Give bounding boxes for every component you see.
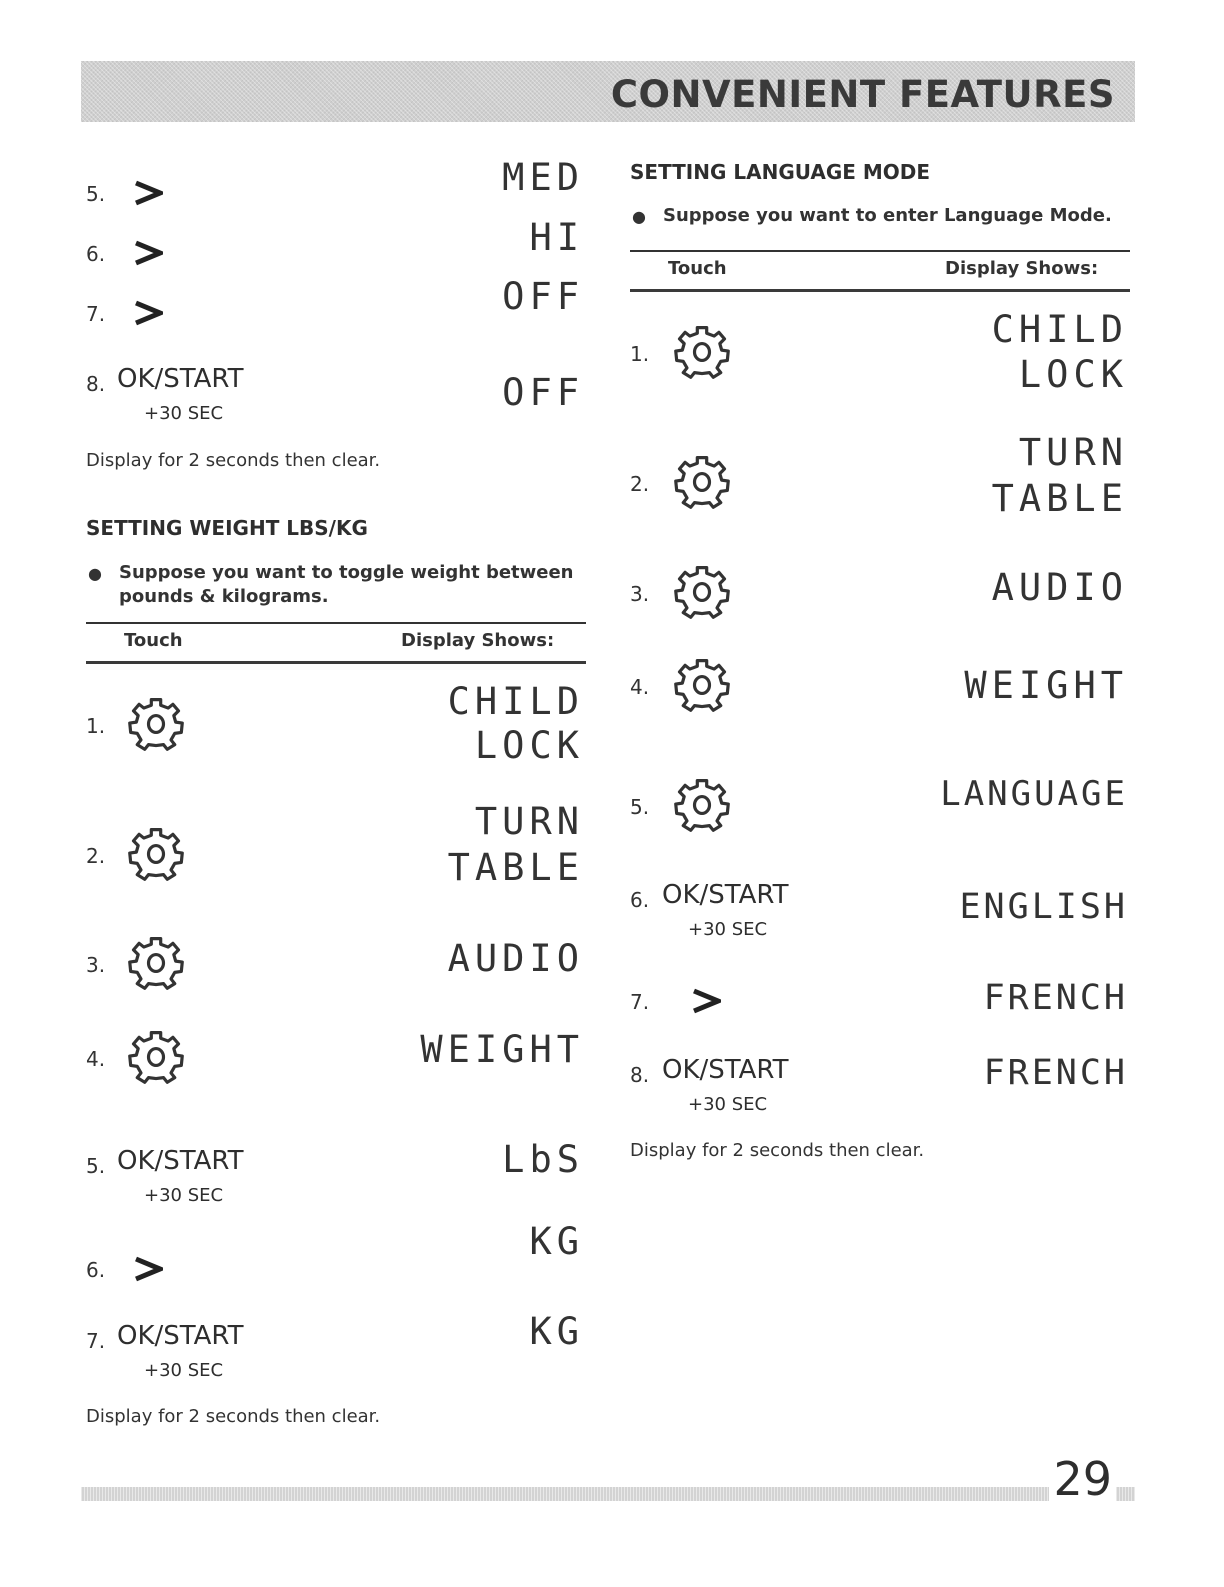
display-readout: TURN [1018, 431, 1128, 474]
gear-icon[interactable] [672, 562, 732, 622]
ok-start-button[interactable]: OK/START [662, 1055, 789, 1085]
right-arrow-icon[interactable] [133, 180, 163, 206]
display-readout: AUDIO [447, 937, 584, 980]
bullet-icon: ● [88, 564, 102, 583]
step-number: 7. [86, 1329, 106, 1353]
ok-start-button[interactable]: OK/START [117, 1146, 244, 1176]
gear-icon[interactable] [126, 1027, 186, 1087]
ok-start-button[interactable]: OK/START [117, 1321, 244, 1351]
gear-icon[interactable] [672, 322, 732, 382]
display-readout: OFF [502, 275, 584, 318]
ok-start-button[interactable]: OK/START [662, 880, 789, 910]
display-readout: ENGLISH [959, 887, 1128, 927]
display-readout: AUDIO [991, 566, 1128, 609]
display-readout: FRENCH [983, 978, 1128, 1018]
step-number: 1. [630, 342, 650, 366]
display-readout: WEIGHT [420, 1028, 584, 1071]
display-readout: OFF [502, 371, 584, 414]
ok-start-sublabel: +30 SEC [688, 919, 768, 940]
gear-icon[interactable] [672, 775, 732, 835]
gear-icon[interactable] [672, 655, 732, 715]
step-number: 6. [86, 1258, 106, 1282]
display-readout: LANGUAGE [940, 774, 1128, 814]
step-number: 5. [86, 1154, 106, 1178]
display-readout: KG [529, 1220, 584, 1263]
step-number: 7. [86, 302, 106, 326]
step-number: 7. [630, 990, 650, 1014]
page-number: 29 [1049, 1452, 1116, 1506]
table-top-rule [86, 622, 586, 624]
right-arrow-icon[interactable] [691, 988, 721, 1014]
column-header-display: Display Shows: [945, 258, 1099, 279]
right-arrow-icon[interactable] [133, 300, 163, 326]
step-number: 5. [630, 795, 650, 819]
step-number: 6. [86, 242, 106, 266]
column-header-display: Display Shows: [401, 630, 555, 651]
ok-start-sublabel: +30 SEC [688, 1094, 768, 1115]
step-number: 5. [86, 182, 106, 206]
display-readout: HI [529, 216, 584, 259]
page-title: CONVENIENT FEATURES [610, 73, 1115, 116]
display-readout: TABLE [447, 846, 584, 889]
gear-icon[interactable] [672, 452, 732, 512]
step-number: 4. [86, 1047, 106, 1071]
display-readout: KG [529, 1310, 584, 1353]
step-number: 6. [630, 888, 650, 912]
display-readout: CHILD [447, 680, 584, 723]
bullet-text: Suppose you want to enter Language Mode. [663, 205, 1112, 226]
display-readout: TURN [474, 800, 584, 843]
column-header-touch: Touch [124, 630, 183, 651]
note-text: Display for 2 seconds then clear. [630, 1140, 925, 1161]
display-readout: TABLE [991, 477, 1128, 520]
right-arrow-icon[interactable] [133, 240, 163, 266]
display-readout: MED [502, 156, 584, 199]
header-banner [81, 61, 1135, 122]
step-number: 1. [86, 714, 106, 738]
display-readout: LOCK [1018, 353, 1128, 396]
ok-start-sublabel: +30 SEC [144, 1360, 224, 1381]
right-arrow-icon[interactable] [133, 1256, 163, 1282]
table-top-rule [630, 250, 1130, 252]
column-header-touch: Touch [668, 258, 727, 279]
footer-bar [81, 1487, 1135, 1501]
step-number: 2. [86, 844, 106, 868]
bullet-icon: ● [632, 207, 646, 226]
step-number: 4. [630, 675, 650, 699]
bullet-text: Suppose you want to toggle weight between pounds & kilograms. [119, 562, 574, 607]
step-number: 8. [630, 1063, 650, 1087]
display-readout: CHILD [991, 308, 1128, 351]
note-text: Display for 2 seconds then clear. [86, 1406, 381, 1427]
display-readout: FRENCH [983, 1053, 1128, 1093]
display-readout: LOCK [474, 724, 584, 767]
display-readout: LbS [502, 1138, 584, 1181]
gear-icon[interactable] [126, 824, 186, 884]
ok-start-sublabel: +30 SEC [144, 1185, 224, 1206]
section-heading: SETTING WEIGHT LBS/KG [86, 516, 368, 540]
gear-icon[interactable] [126, 694, 186, 754]
table-header-rule [86, 661, 586, 664]
table-header-rule [630, 289, 1130, 292]
step-number: 8. [86, 372, 106, 396]
step-number: 3. [630, 582, 650, 606]
step-number: 3. [86, 953, 106, 977]
note-text: Display for 2 seconds then clear. [86, 450, 381, 471]
ok-start-sublabel: +30 SEC [144, 403, 224, 424]
gear-icon[interactable] [126, 933, 186, 993]
display-readout: WEIGHT [964, 664, 1128, 707]
ok-start-button[interactable]: OK/START [117, 364, 244, 394]
section-heading: SETTING LANGUAGE MODE [630, 160, 931, 184]
step-number: 2. [630, 472, 650, 496]
